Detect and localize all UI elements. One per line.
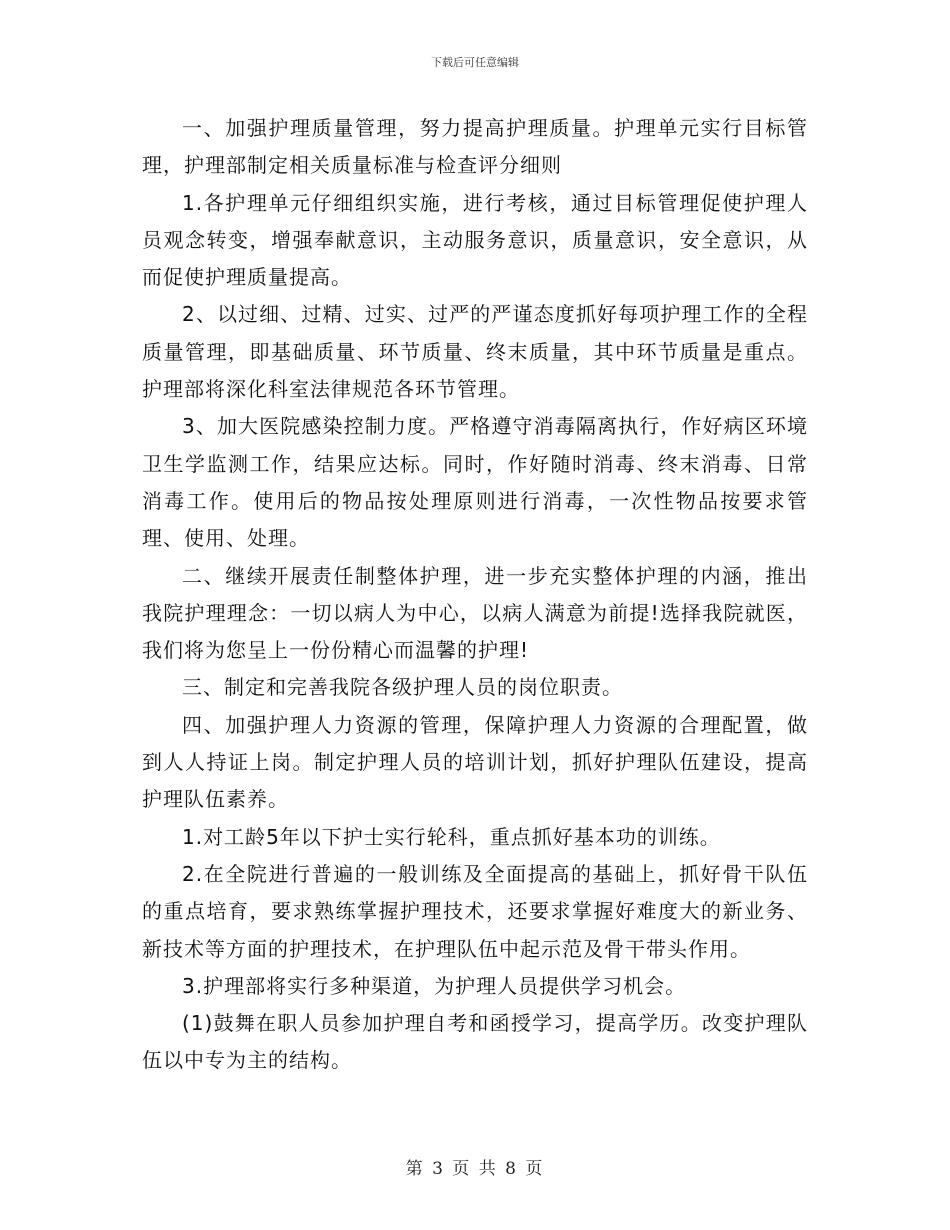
paragraph: 三、制定和完善我院各级护理人员的岗位职责。: [182, 675, 623, 700]
paragraph: 3.护理部将实行多种渠道，为护理人员提供学习机会。: [182, 973, 687, 998]
paragraph: 3、加大医院感染控制力度。严格遵守消毒隔离执行，作好病区环境卫生学监测工作，结果应达标。同时，作好随时消毒、终末消毒、日常消毒工作。使用后的物品按处理原则进行消毒，一次性物品按要求管理、使用、处理。: [142, 414, 808, 551]
page-header: 下载后可任意编辑: [431, 56, 519, 69]
document-body: [142, 110, 808, 1080]
paragraph: 1.各护理单元仔细组织实施，进行考核，通过目标管理促使护理人员观念转变，增强奉献意识，主动服务意识，质量意识，安全意识，从而促使护理质量提高。: [142, 190, 808, 290]
paragraph: 2、以过细、过精、过实、过严的严谨态度抓好每项护理工作的全程质量管理，即基础质量、环节质量、终末质量，其中环节质量是重点。护理部将深化科室法律规范各环节管理。: [142, 302, 808, 402]
paragraph: 二、继续开展责任制整体护理，进一步充实整体护理的内涵，推出我院护理理念：一切以病人为中心，以病人满意为前提!选择我院就医，我们将为您呈上一份份精心而温馨的护理!: [142, 563, 808, 663]
page-footer: 第 3 页 共 8 页: [405, 1159, 545, 1179]
paragraph: 一、加强护理质量管理，努力提高护理质量。护理单元实行目标管理，护理部制定相关质量标准与检查评分细则: [142, 116, 808, 178]
paragraph: 四、加强护理人力资源的管理，保障护理人力资源的合理配置，做到人人持证上岗。制定护理人员的培训计划，抓好护理队伍建设，提高护理队伍素养。: [142, 712, 808, 812]
paragraph: 2.在全院进行普遍的一般训练及全面提高的基础上，抓好骨干队伍的重点培育，要求熟练掌握护理技术，还要求掌握好难度大的新业务、新技术等方面的护理技术，在护理队伍中起示范及骨干带头作用。: [142, 861, 808, 961]
paragraph: 1.对工龄5年以下护士实行轮科，重点抓好基本功的训练。: [182, 824, 721, 849]
paragraph: (1)鼓舞在职人员参加护理自考和函授学习，提高学历。改变护理队伍以中专为主的结构。: [142, 1011, 808, 1073]
